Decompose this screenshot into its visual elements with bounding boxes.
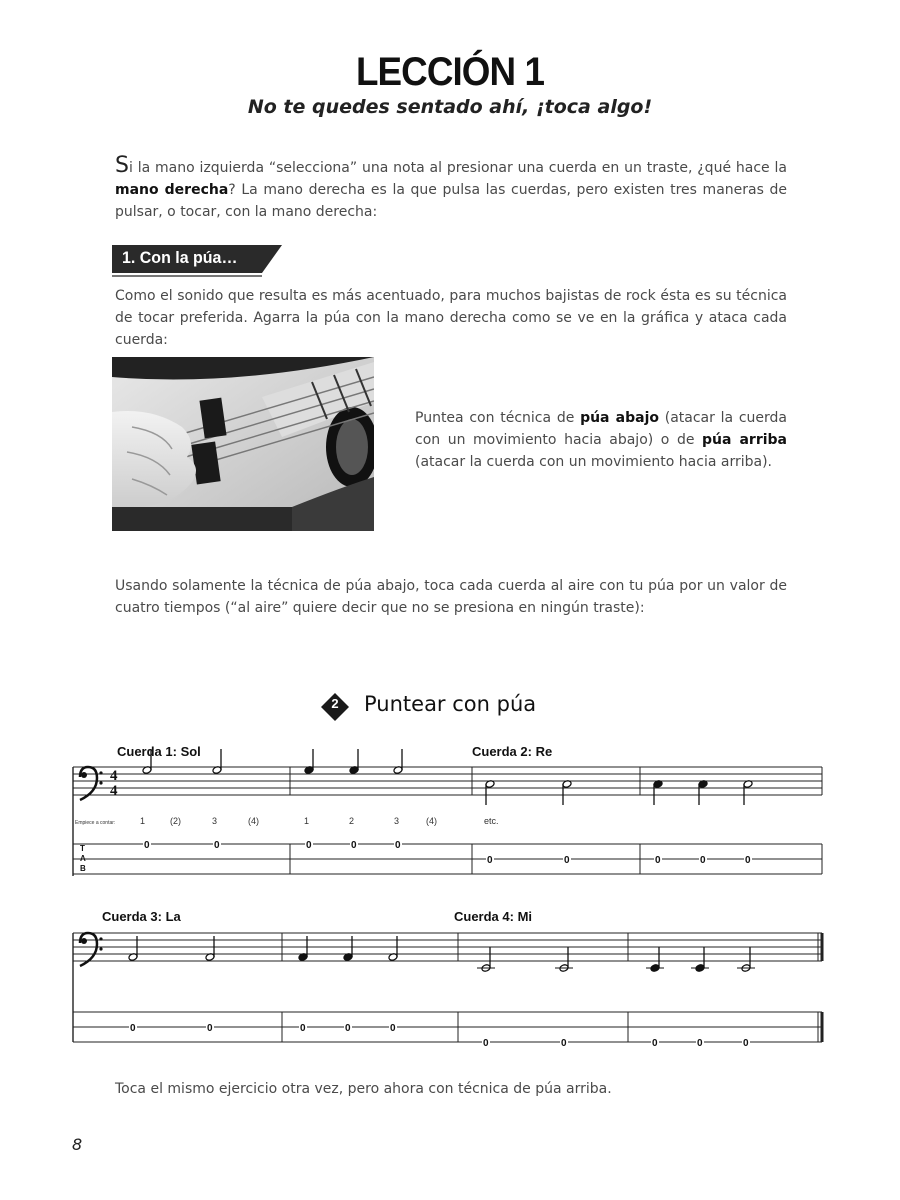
page-number: 8 <box>72 1135 83 1154</box>
count-7: 3 <box>394 816 400 826</box>
count-4: (4) <box>248 816 259 826</box>
section-header-pick <box>112 245 282 273</box>
count-label: Empiece a contar: <box>75 820 116 826</box>
tab-number: 0 <box>697 1038 703 1049</box>
staff-1 <box>73 767 822 876</box>
tab-number: 0 <box>561 1038 567 1049</box>
tab-number: 0 <box>655 855 661 866</box>
intro-text-1: i la mano izquierda “selecciona” una nota al presionar una cuerda en un traste, ¿qué hace la <box>128 160 787 176</box>
tab-number: 0 <box>745 855 751 866</box>
intro-dropcap: S <box>115 153 129 178</box>
tab-numbers-system-2 <box>129 1021 750 1049</box>
exercise-title <box>320 690 600 722</box>
time-signature-top: 4 <box>110 768 118 784</box>
tab-number: 0 <box>130 1023 136 1034</box>
string-label-3: Cuerda 3: La <box>102 909 181 924</box>
instruction-paragraph: Usando solamente la técnica de púa abajo, toca cada cuerda al aire con tu púa por un valor de cuatro tiempos (“al aire” quiere decir que no se presiona en ningún traste): <box>115 578 787 616</box>
string-label-1: Cuerda 1: Sol <box>117 744 201 759</box>
tab-number: 0 <box>300 1023 306 1034</box>
caption-text-3: (atacar la cuerda con un movimiento hacia arriba). <box>415 454 772 470</box>
tab-number: 0 <box>483 1038 489 1049</box>
lesson-subtitle: No te quedes sentado ahí, ¡toca algo! <box>247 96 653 118</box>
string-label-2: Cuerda 2: Re <box>472 744 553 759</box>
count-6: 2 <box>349 816 355 826</box>
section-pick-text: Como el sonido que resulta es más acentuado, para muchos bajistas de rock ésta es su técnica de tocar preferida. Agarra la púa con la mano derecha como se ve en la gráfica y ataca cada cuerda: <box>115 288 787 348</box>
tab-number: 0 <box>487 855 493 866</box>
intro-bold: mano derecha <box>115 182 229 198</box>
tab-number: 0 <box>144 840 150 851</box>
bass-pick-photo <box>112 357 374 531</box>
tab-letter-b: B <box>80 864 86 873</box>
notes-system-1 <box>142 749 753 805</box>
staff-2 <box>73 933 822 1042</box>
caption-bold-up: púa arriba <box>702 432 787 448</box>
tab-number: 0 <box>351 840 357 851</box>
tab-numbers-system-1 <box>143 838 752 866</box>
intro-text-2: ? La mano derecha es la que pulsa las cuerdas, pero existen tres maneras de pulsar, o tocar, con la mano derecha: <box>115 182 788 220</box>
caption-text-1: Puntea con técnica de <box>415 410 581 426</box>
lesson-title: LECCIÓN 1 <box>355 50 544 94</box>
bass-notation <box>0 740 900 1060</box>
count-3: 3 <box>212 816 218 826</box>
exercise-label: Puntear con púa <box>364 692 537 716</box>
tab-letter-a: A <box>80 854 86 863</box>
count-5: 1 <box>304 816 310 826</box>
tab-number: 0 <box>390 1023 396 1034</box>
count-2: (2) <box>170 816 181 826</box>
tab-number: 0 <box>652 1038 658 1049</box>
closing-paragraph: Toca el mismo ejercicio otra vez, pero ahora con técnica de púa arriba. <box>115 1081 612 1097</box>
tab-letter-t: T <box>80 844 85 853</box>
string-label-4: Cuerda 4: Mi <box>454 909 533 924</box>
caption-text-2: (atacar la cuerda con un movimiento hacia abajo) o de <box>415 410 787 448</box>
tab-number: 0 <box>306 840 312 851</box>
tab-number: 0 <box>700 855 706 866</box>
tab-number: 0 <box>214 840 220 851</box>
count-etc: etc. <box>484 816 499 826</box>
tab-number: 0 <box>345 1023 351 1034</box>
time-signature-bottom: 4 <box>110 783 118 799</box>
tab-number: 0 <box>207 1023 213 1034</box>
track-number: 2 <box>331 696 339 711</box>
track-number-badge <box>320 692 350 726</box>
caption-bold-down: púa abajo <box>580 410 659 426</box>
section-header-label: 1. Con la púa… <box>122 248 238 267</box>
tab-number: 0 <box>743 1038 749 1049</box>
intro-paragraph <box>115 155 787 223</box>
tab-number: 0 <box>564 855 570 866</box>
count-1: 1 <box>140 816 146 826</box>
tab-number: 0 <box>395 840 401 851</box>
photo-caption <box>415 407 787 473</box>
count-8: (4) <box>426 816 437 826</box>
